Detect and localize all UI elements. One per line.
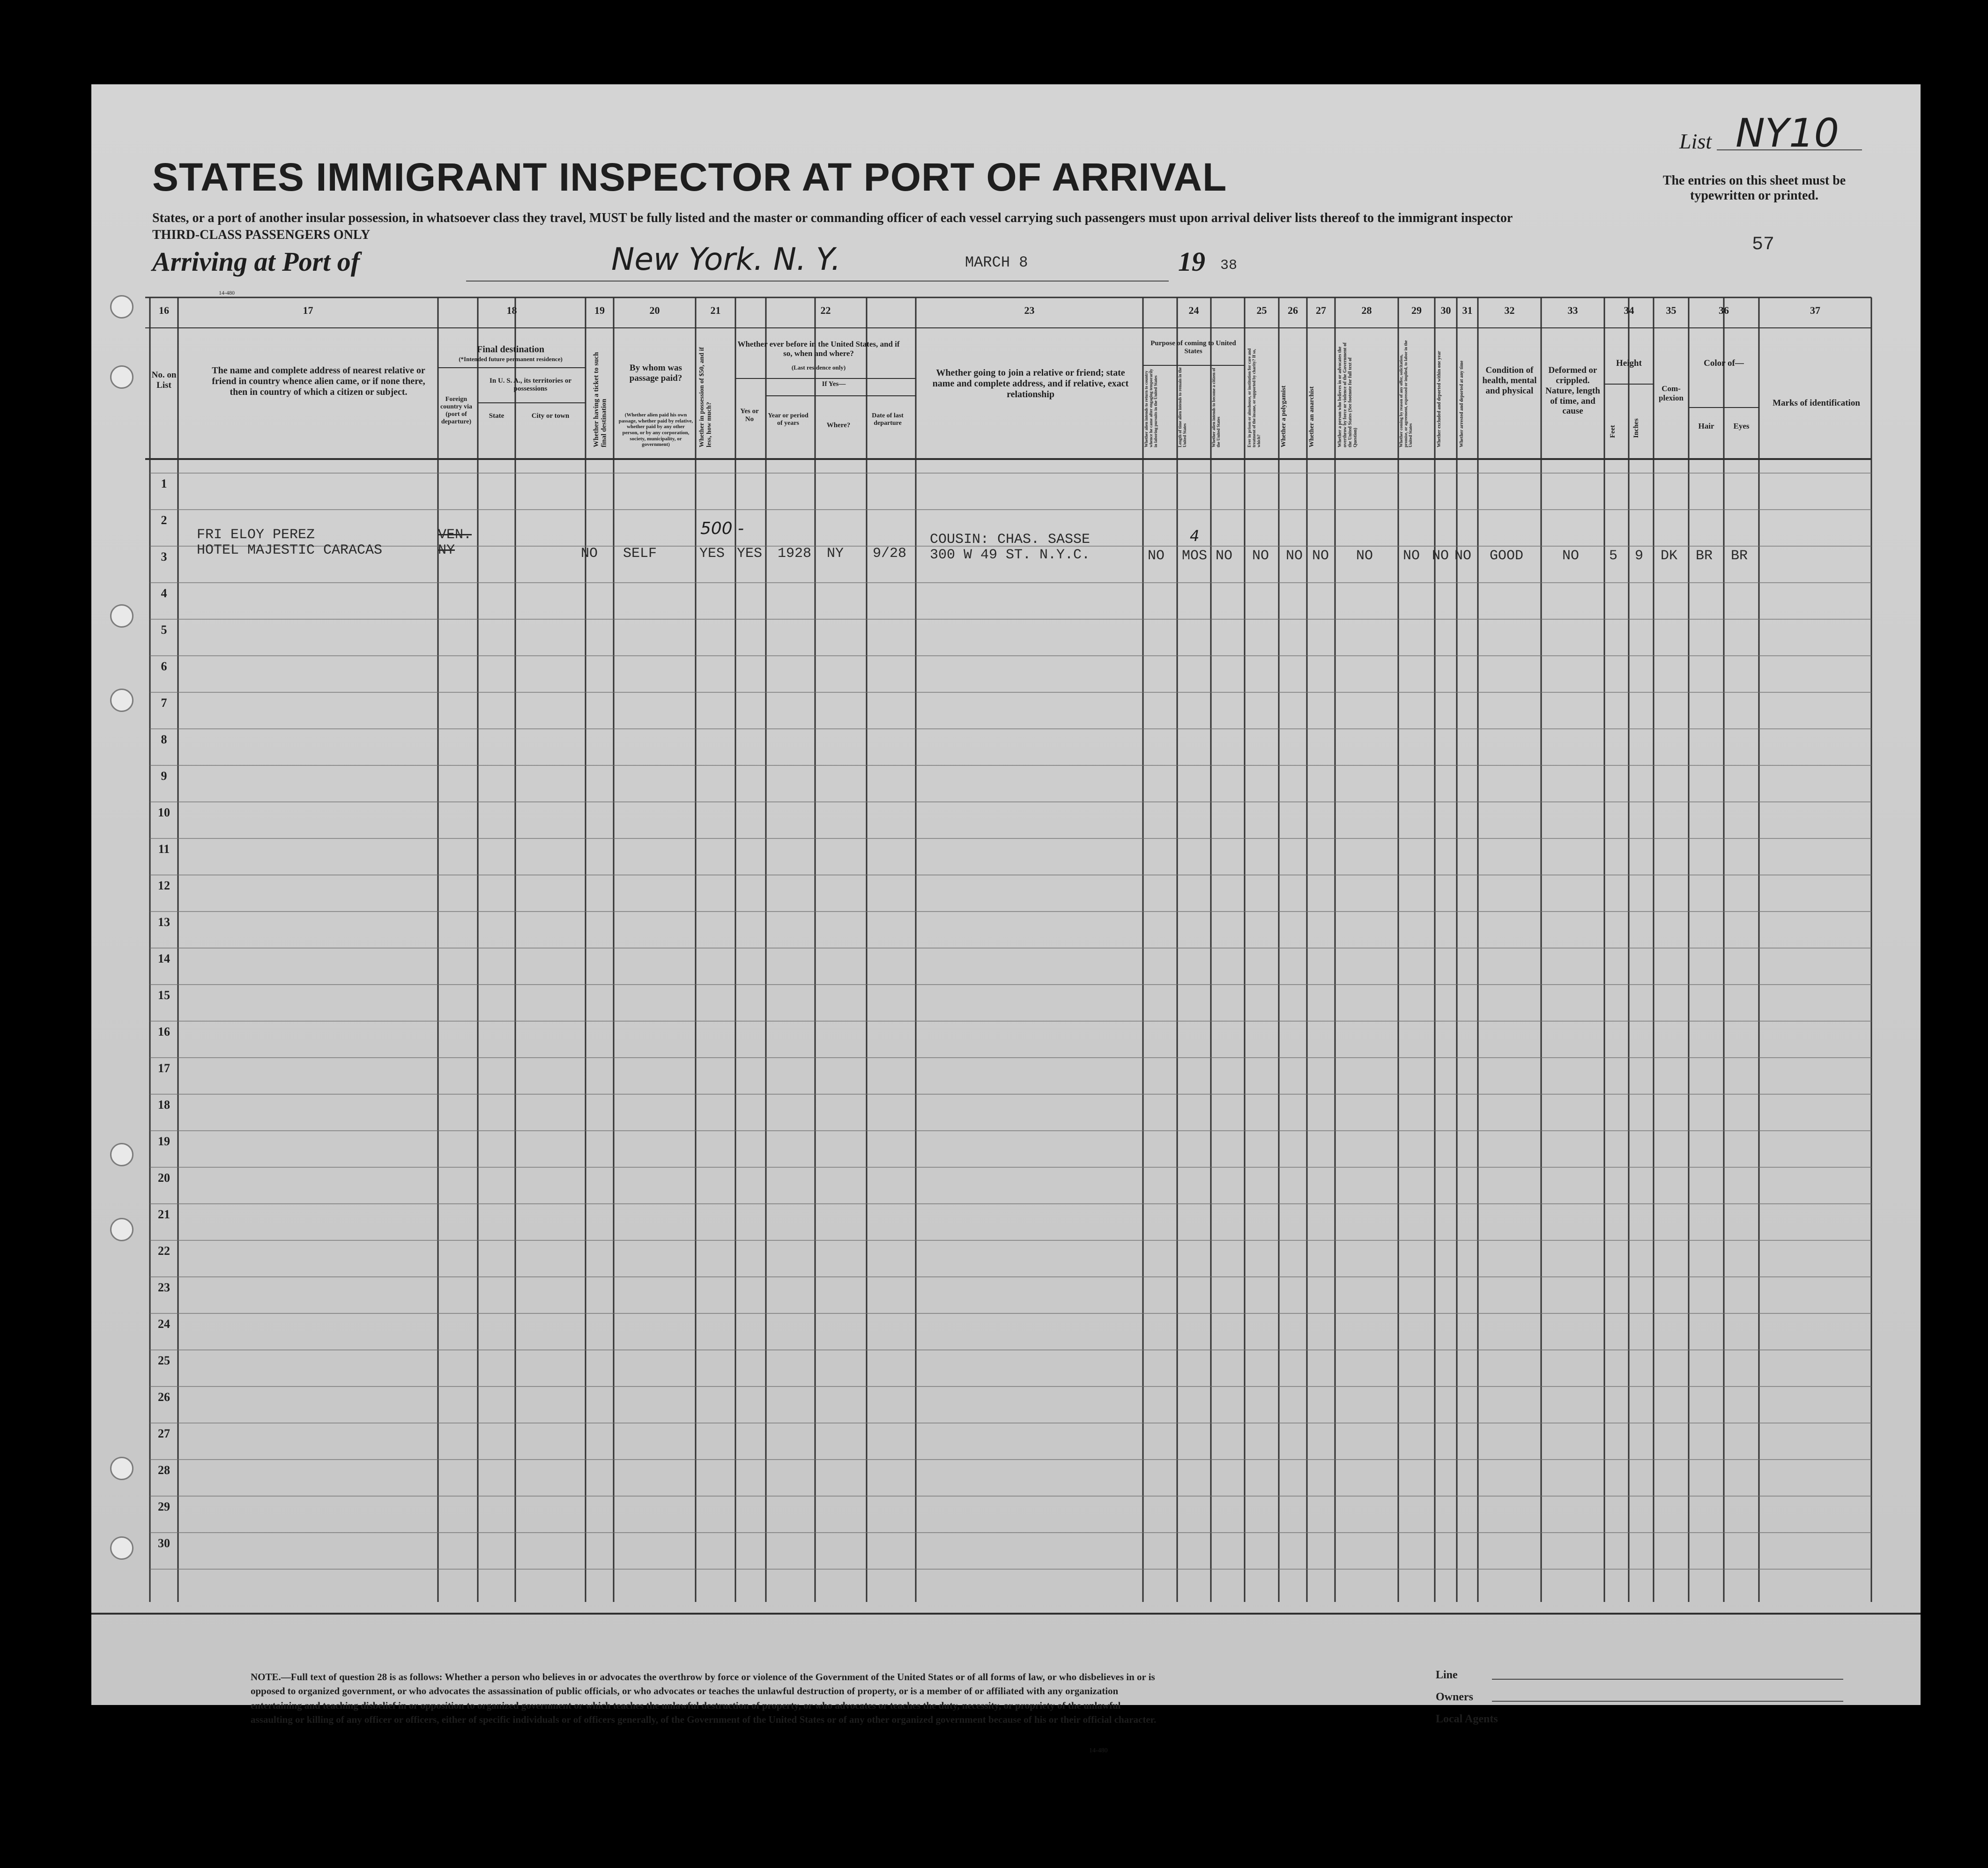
column-number: 20 [649, 304, 660, 316]
deformed-value: NO [1562, 548, 1580, 564]
last-departure-value: 9/28 [873, 546, 907, 562]
typewritten-instruction: The entries on this sheet must be typewritten or printed. [1662, 173, 1846, 203]
header-final-destination: Final destination [477, 344, 544, 355]
column-number: 22 [820, 304, 831, 316]
height-inches-value: 9 [1635, 548, 1644, 564]
owners-label: Owners [1436, 1691, 1473, 1703]
manifest-sheet [91, 84, 1921, 1754]
row-number: 25 [158, 1354, 170, 1367]
row-number: 24 [158, 1317, 170, 1331]
column-number: 36 [1719, 304, 1729, 316]
header-inches: Inches [1632, 418, 1640, 438]
header-deformed: Deformed or crippled. Nature, length of time, and cause [1545, 365, 1600, 416]
punch-hole [110, 604, 134, 628]
header-relative-address: The name and complete address of nearest relative or friend in country whence alien came, or if none there, then in country of which a citizen or subject. [212, 365, 425, 397]
column-number: 32 [1504, 304, 1515, 316]
row-number: 28 [158, 1463, 170, 1477]
row-number: 2 [161, 513, 167, 527]
header-purpose: Purpose of coming to United States [1150, 340, 1236, 356]
row-number: 14 [158, 952, 170, 965]
header-state: State [489, 412, 504, 420]
row-number: 7 [161, 696, 167, 710]
deported-value: NO [1454, 548, 1472, 564]
ticket-value: NO [581, 546, 598, 562]
column-number: 29 [1411, 304, 1422, 316]
column-number: 16 [159, 304, 169, 316]
row-number: 10 [158, 806, 170, 819]
year-suffix: 38 [1220, 258, 1238, 274]
row-number: 15 [158, 988, 170, 1002]
header-feet: Feet [1609, 425, 1617, 438]
labor-offer-value: NO [1403, 548, 1420, 564]
foreign-port-struck: VEN. [438, 527, 472, 543]
form-grid [91, 84, 1921, 1705]
relative-address: HOTEL MAJESTIC CARACAS [197, 542, 383, 558]
header-if-yes: If Yes— [822, 380, 846, 388]
before-us-value: YES [737, 546, 763, 562]
header-hair: Hair [1698, 422, 1714, 430]
header-height: Height [1616, 358, 1642, 368]
anarchist-value: NO [1312, 548, 1329, 564]
prison-value: NO [1252, 548, 1269, 564]
column-number: 28 [1361, 304, 1372, 316]
header-identification-marks: Marks of identification [1773, 398, 1860, 408]
header-final-destination-note: (*Intended future permanent residence) [459, 356, 563, 363]
row-number: 18 [158, 1098, 170, 1112]
header-deported: Whether arrested and deported at any time [1459, 360, 1464, 447]
row-number: 6 [161, 660, 167, 673]
column-number: 34 [1624, 304, 1634, 316]
header-anarchist: Whether an anarchist [1308, 386, 1315, 447]
row-number: 8 [161, 733, 167, 746]
column-number: 31 [1462, 304, 1473, 316]
relative-name: FRI ELOY PEREZ [197, 527, 315, 543]
polygamist-value: NO [1286, 548, 1303, 564]
row-number: 27 [158, 1427, 170, 1440]
arrival-date: MARCH 8 [965, 254, 1028, 271]
row-number: 13 [158, 915, 170, 929]
header-joining: Whether going to join a relative or friend; state name and complete address, and if relative, exact relationship [932, 368, 1129, 400]
port-of-arrival: New York. N. Y. [611, 241, 841, 277]
stay-length-number: 4 [1190, 527, 1200, 545]
header-health: Condition of health, mental and physical [1482, 365, 1537, 396]
money-amount: 500 - [700, 519, 744, 538]
purpose-return-value: NO [1148, 548, 1165, 564]
joining-address: 300 W 49 ST. N.Y.C. [930, 547, 1090, 563]
stay-length-value: MOS [1182, 548, 1208, 564]
column-number: 26 [1288, 304, 1298, 316]
row-number: 26 [158, 1390, 170, 1404]
header-color-of: Color of— [1704, 358, 1744, 368]
column-number: 17 [303, 304, 313, 316]
row-number: 22 [158, 1244, 170, 1258]
row-number: 23 [158, 1281, 170, 1294]
header-prison: Ever in prison or almshouse, or institution for care and treatment of the insane, or supported by charity? If so, which? [1247, 348, 1261, 447]
health-value: GOOD [1490, 548, 1524, 564]
column-number: 25 [1256, 304, 1267, 316]
joining-name: COUSIN: CHAS. SASSE [930, 532, 1090, 548]
header-year: Year or period of years [768, 412, 809, 427]
before-year-value: 1928 [778, 546, 812, 562]
local-agents-label: Local Agents [1436, 1713, 1498, 1725]
header-no-on-list: No. on List [151, 370, 177, 390]
hair-value: BR [1696, 548, 1713, 564]
column-number: 30 [1440, 304, 1451, 316]
punch-hole [110, 1457, 134, 1480]
header-purpose-return: Whether alien intends to return to country whence he came after engaging temporarily in laboring pursuits in the United States [1144, 369, 1158, 447]
header-eyes: Eyes [1733, 422, 1750, 430]
row-number: 29 [158, 1500, 170, 1513]
row-number: 1 [161, 477, 167, 490]
header-where: Where? [826, 422, 851, 429]
header-excluded: Whether excluded and deported within one year [1437, 351, 1442, 447]
row-number: 11 [158, 842, 170, 856]
before-where-value: NY [827, 546, 844, 562]
column-number: 24 [1188, 304, 1199, 316]
overthrow-value: NO [1356, 548, 1373, 564]
header-polygamist: Whether a polygamist [1280, 385, 1287, 447]
header-complexion: Com- plexion [1659, 384, 1684, 402]
header-citizen: Whether alien intends to become a citizen of the United States [1211, 368, 1221, 447]
row-number: 9 [161, 769, 167, 783]
form-instructions: States, or a port of another insular possession, in whatsoever class they travel, MUST be fully listed and the master or commanding officer of each vessel carrying such passengers must upon arrival deliver lists thereof to the immigrant inspector [152, 211, 1513, 225]
row-number: 30 [158, 1536, 170, 1550]
row-number: 21 [158, 1208, 170, 1221]
column-number: 19 [594, 304, 605, 316]
punch-hole [110, 1536, 134, 1560]
header-foreign-country: Foreign country via (port of departure) [440, 396, 473, 426]
form-code-top: 14-480 [219, 289, 235, 296]
header-yes-no: Yes or No [740, 408, 759, 423]
punch-hole [110, 1143, 134, 1166]
header-before-us-note: (Last residence only) [791, 364, 846, 371]
punch-hole [110, 689, 134, 712]
height-feet-value: 5 [1609, 548, 1618, 564]
column-number: 21 [710, 304, 721, 316]
row-number: 20 [158, 1171, 170, 1185]
list-number: NY10 [1736, 110, 1840, 156]
header-last-departure: Date of last departure [872, 412, 904, 427]
column-number: 27 [1316, 304, 1326, 316]
column-number: 35 [1666, 304, 1676, 316]
eyes-value: BR [1731, 548, 1748, 564]
line-label: Line [1436, 1669, 1458, 1681]
header-ticket: Whether having a ticket to such final destination [593, 352, 608, 447]
money-value: YES [699, 546, 725, 562]
page-title: STATES IMMIGRANT INSPECTOR AT PORT OF ARRIVAL [152, 155, 1227, 199]
year-prefix: 19 [1178, 246, 1205, 277]
header-in-usa: In U. S. A., its territories or possessions [490, 377, 571, 393]
column-number: 37 [1810, 304, 1820, 316]
foreign-port: NY [438, 542, 455, 558]
row-number: 12 [158, 879, 170, 892]
excluded-value: NO [1432, 548, 1449, 564]
column-number: 23 [1024, 304, 1035, 316]
header-city: City or town [531, 412, 570, 420]
header-passage-note: (Whether alien paid his own passage, whether paid by relative, whether paid by any other person, or by any corporation, society, municipality, or government) [618, 412, 693, 448]
header-before-us: Whether ever before in the United States, and if so, when and where? [737, 340, 900, 358]
row-number: 5 [161, 623, 167, 637]
row-number: 19 [158, 1134, 170, 1148]
footnote-question-28: NOTE.—Full text of question 28 is as follows: Whether a person who believes in or advocates the overthrow by force or violence of the Government of the United States or of all forms of law, or who disbelieves in or is opposed to organized government, or who advocates the assassination of public officials, or who advocates or teaches the unlawful destruction of property, or is a member of or affiliated with any organization entertaining and teaching disbelief in or opposition to organized government or which teaches the unlawful destruction of property, or who advocates or teaches the duty, necessity, or propriety of the unlawful assaulting or killing of any officer or officers, either of specific individuals or of officers generally, of the Government of the United States or of any other organized government because of his or their official character. [251, 1671, 1157, 1726]
header-stay-length: Length of time alien intends to remain in the United States [1178, 367, 1187, 447]
list-label: List [1679, 129, 1712, 153]
column-number: 33 [1567, 304, 1578, 316]
row-number: 4 [161, 586, 167, 600]
row-number: 16 [158, 1025, 170, 1038]
class-notice: THIRD-CLASS PASSENGERS ONLY [152, 228, 371, 242]
form-code: 14-480 [1089, 1747, 1108, 1754]
punch-hole [110, 295, 134, 319]
arriving-label: Arriving at Port of [152, 246, 360, 277]
row-number: 17 [158, 1061, 170, 1075]
punch-hole [110, 365, 134, 389]
header-passage-paid: By whom was passage paid? [629, 363, 682, 383]
header-labor-offer: Whether coming by reason of any offer, solicitation, promise, or agreement, expressed or implied, to labor in the United States [1399, 340, 1413, 447]
row-number: 3 [161, 550, 167, 563]
punch-hole [110, 1218, 134, 1241]
passage-paid-value: SELF [623, 546, 657, 562]
citizen-value: NO [1216, 548, 1233, 564]
header-overthrow: Whether a person who believes in or advocates the overthrow by force or violence of the Government of the United States (See footnote for full text of Question) [1337, 342, 1358, 447]
complexion-value: DK [1661, 548, 1678, 564]
column-number: 18 [506, 304, 517, 316]
sheet-number: 57 [1752, 234, 1775, 255]
header-money: Whether in possession of $50, and if less, how much? [698, 347, 713, 447]
